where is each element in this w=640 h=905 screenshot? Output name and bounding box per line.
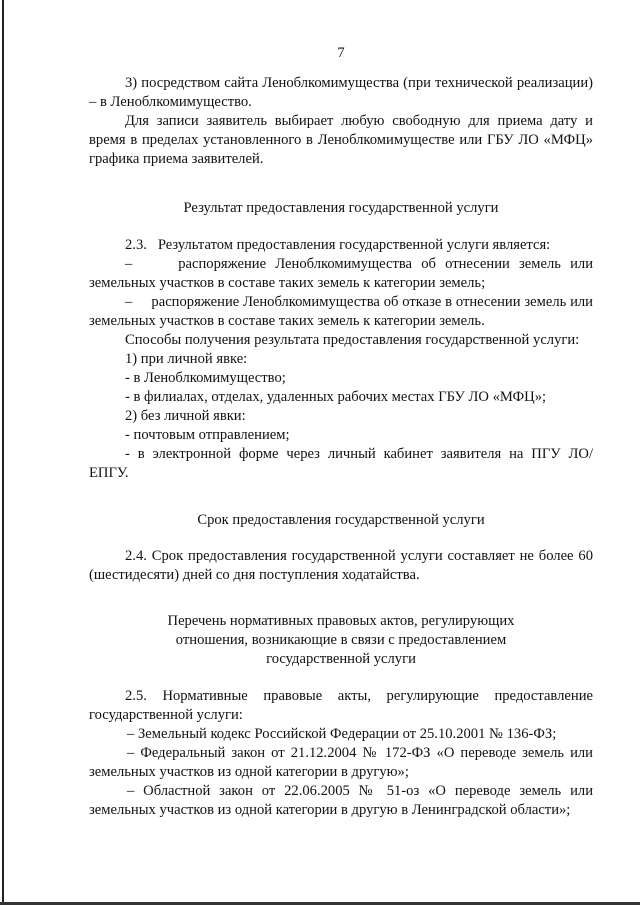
method-2: 2) без личной явки: bbox=[125, 408, 246, 424]
paragraph-2-4: 2.4. Срок предоставления государственной услуги составляет не более 60 (шестидесяти) дней со дня поступления ходатайства. bbox=[89, 548, 593, 583]
heading-acts-line-2: отношения, возникающие в связи с предоставлением bbox=[175, 632, 507, 648]
page-content bbox=[89, 44, 593, 820]
page-number: 7 bbox=[337, 45, 345, 61]
paragraph-item-3: 3) посредством сайта Леноблкомимущества (при технической реализации) – в Леноблкомимущество. bbox=[89, 75, 593, 110]
method-2b: - в электронной форме через личный кабинет заявителя на ПГУ ЛО/ ЕПГУ. bbox=[89, 446, 593, 481]
heading-result: Результат предоставления государственной услуги bbox=[183, 200, 499, 216]
method-1a: - в Леноблкомимущество; bbox=[125, 370, 286, 386]
result-dash-1: – распоряжение Леноблкомимущества об отнесении земель или земельных участков в составе таких земель к категории земель; bbox=[89, 256, 593, 291]
act-2: – Федеральный закон от 21.12.2004 № 172-ФЗ «О переводе земель или земельных участков из одной категории в другую»; bbox=[89, 745, 593, 780]
heading-acts-line-3: государственной услуги bbox=[266, 651, 416, 667]
paragraph-methods: Способы получения результата предоставления государственной услуги: bbox=[125, 332, 580, 348]
act-3: – Областной закон от 22.06.2005 № 51-оз «О переводе земель или земельных участков из одной категории в другую в Ленинградской области»; bbox=[89, 783, 593, 818]
scan-edge-left bbox=[2, 0, 4, 905]
paragraph-2-3: 2.3. Результатом предоставления государственной услуги является: bbox=[125, 237, 551, 253]
paragraph-note: Для записи заявитель выбирает любую свободную для приема дату и время в пределах установленного в Леноблкомимуществе или ГБУ ЛО «МФЦ» графика приема заявителей. bbox=[89, 113, 593, 167]
method-1b: - в филиалах, отделах, удаленных рабочих местах ГБУ ЛО «МФЦ»; bbox=[125, 389, 547, 405]
method-2a: - почтовым отправлением; bbox=[125, 427, 290, 443]
paragraph-2-5: 2.5. Нормативные правовые акты, регулирующие предоставление государственной услуги: bbox=[89, 688, 593, 723]
method-1: 1) при личной явке: bbox=[125, 351, 248, 367]
heading-acts-line-1: Перечень нормативных правовых актов, регулирующих bbox=[167, 613, 515, 629]
heading-term: Срок предоставления государственной услуги bbox=[197, 512, 485, 528]
result-dash-2: – распоряжение Леноблкомимущества об отказе в отнесении земель или земельных участков в составе таких земель к категории земель. bbox=[89, 294, 593, 329]
act-1: – Земельный кодекс Российской Федерации от 25.10.2001 № 136-ФЗ; bbox=[127, 726, 557, 742]
